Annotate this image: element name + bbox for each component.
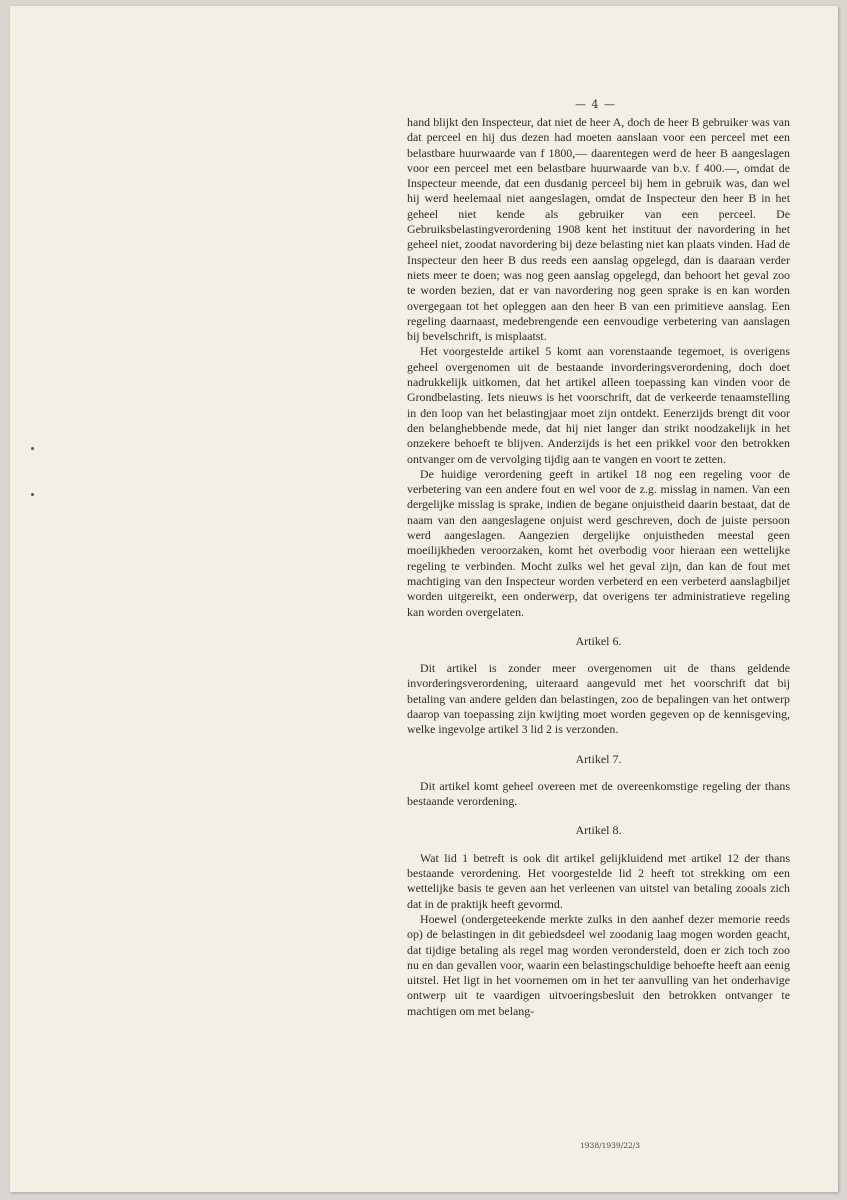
- page-number: — 4 —: [575, 98, 616, 111]
- punch-hole-mark: [31, 447, 34, 450]
- paragraph: Dit artikel komt geheel overeen met de overeenkomstige regeling der thans bestaande verordening.: [407, 778, 790, 809]
- paragraph: Het voorgestelde artikel 5 komt aan vorenstaande tegemoet, is overigens geheel overgenomen uit de bestaande invorderingsverordening, doch doet nadrukkelijk uitkomen, dat het artikel alleen toepassing kan vinden voor de Grondbelasting. Iets nieuws is het voorschrift, dat de verkeerde tenaamstelling in den loop van het belastingjaar moet zijn ontdekt. Eenerzijds brengt dit voor den belanghebbende mede, dat hij niet langer dan strikt noodzakelijk in het onzekere behoeft te blijven. Anderzijds is het een prikkel voor den betrokken ontvanger om de vervolging tijdig aan te vangen en voort te zetten.: [407, 344, 790, 466]
- punch-hole-mark: [31, 493, 34, 496]
- paragraph: De huidige verordening geeft in artikel 18 nog een regeling voor de verbetering van een andere fout en wel voor de z.g. misslag in namen. Van een dergelijke misslag is sprake, indien de begane onjuistheid daarin bestaat, dat de naam van den aangeslagene onjuist werd geschreven, doch de juiste persoon werd aangeslagen. Aangezien dergelijke onjuistheden meestal geen moeilijkheden veroorzaken, komt het overbodig voor hieraan een wettelijke regeling te verbinden. Mocht zulks wel het geval zijn, dan kan de fout met machtiging van den Inspecteur worden verbeterd en een verbeterd aanslagbiljet worden uitgereikt, een onderwerp, dat overigens ter administratieve regeling kan worden overgelaten.: [407, 466, 790, 619]
- article-heading: Artikel 6.: [575, 633, 622, 648]
- footer-code: 1938/1939/22/3: [580, 1141, 641, 1150]
- paragraph: Hoewel (ondergeteekende merkte zulks in den aanhef dezer memorie reeds op) de belastingen in dit gebiedsdeel wel zoodanig laag mogen worden geacht, dat tijdige betaling als regel mag worden verondersteld, doen er zich toch zoo nu en dan gevallen voor, waarin een belastingschuldige behoefte heeft aan eenig uitstel. Het ligt in het voornemen om in het ter aanvulling van het onderhavige ontwerp uit te vaardigen uitvoeringsbesluit den betrokken ontvanger te machtigen om met belang-: [407, 911, 790, 1018]
- document-page: [10, 6, 838, 1192]
- article-heading: Artikel 7.: [575, 751, 622, 766]
- article-heading: Artikel 8.: [575, 823, 622, 838]
- paragraph: hand blijkt den Inspecteur, dat niet de heer A, doch de heer B gebruiker was van dat perceel en hij dus dezen had moeten aanslaan voor een perceel met een belastbare huurwaarde van f 1800,— daarentegen werd de heer B aangeslagen voor een perceel met een belastbare huurwaarde van b.v. f 400.—, omdat de Inspecteur meende, dat een dusdanig perceel bij hem in gebruik was, dan wel hij werd heelemaal niet aangeslagen, omdat de Inspecteur den heer B in het geheel niet kende als gebruiker van een perceel. De Gebruiksbelastingverordening 1908 kent het instituut der navordering in het geheel niet, zoodat navordering bij deze belasting niet kan plaats vinden. Had de Inspecteur den heer B dus reeds een aanslag opgelegd, dan is daaraan verder niets meer te doen; was nog geen aanslag opgelegd, dan behoort het geval zoo te worden bezien, dat er van navordering nog geen sprake is en kan worden overgegaan tot het opleggen aan den heer B van een primitieve aanslag. Een regeling daarnaast, medebrengende een eenvoudige verbetering van aanslagen bij bevelschrift, is misplaatst.: [407, 115, 791, 344]
- body-text: [407, 115, 790, 1019]
- paragraph: Dit artikel is zonder meer overgenomen uit de thans geldende invorderingsverordening, uiteraard aangevuld met het voorschrift dat bij betaling van andere gelden dan belastingen, zoo de bepalingen van het ontwerp daarop van toepassing zijn kwijting moet worden gegeven op de kennisgeving, welke ingevolge artikel 3 lid 2 is verzonden.: [407, 661, 790, 737]
- paragraph: Wat lid 1 betreft is ook dit artikel gelijkluidend met artikel 12 der thans bestaande verordening. Het voorgestelde lid 2 heeft tot strekking om een wettelijke basis te geven aan het verleenen van uitstel van betaling zooals zich dat in de praktijk heeft gevormd.: [407, 850, 790, 911]
